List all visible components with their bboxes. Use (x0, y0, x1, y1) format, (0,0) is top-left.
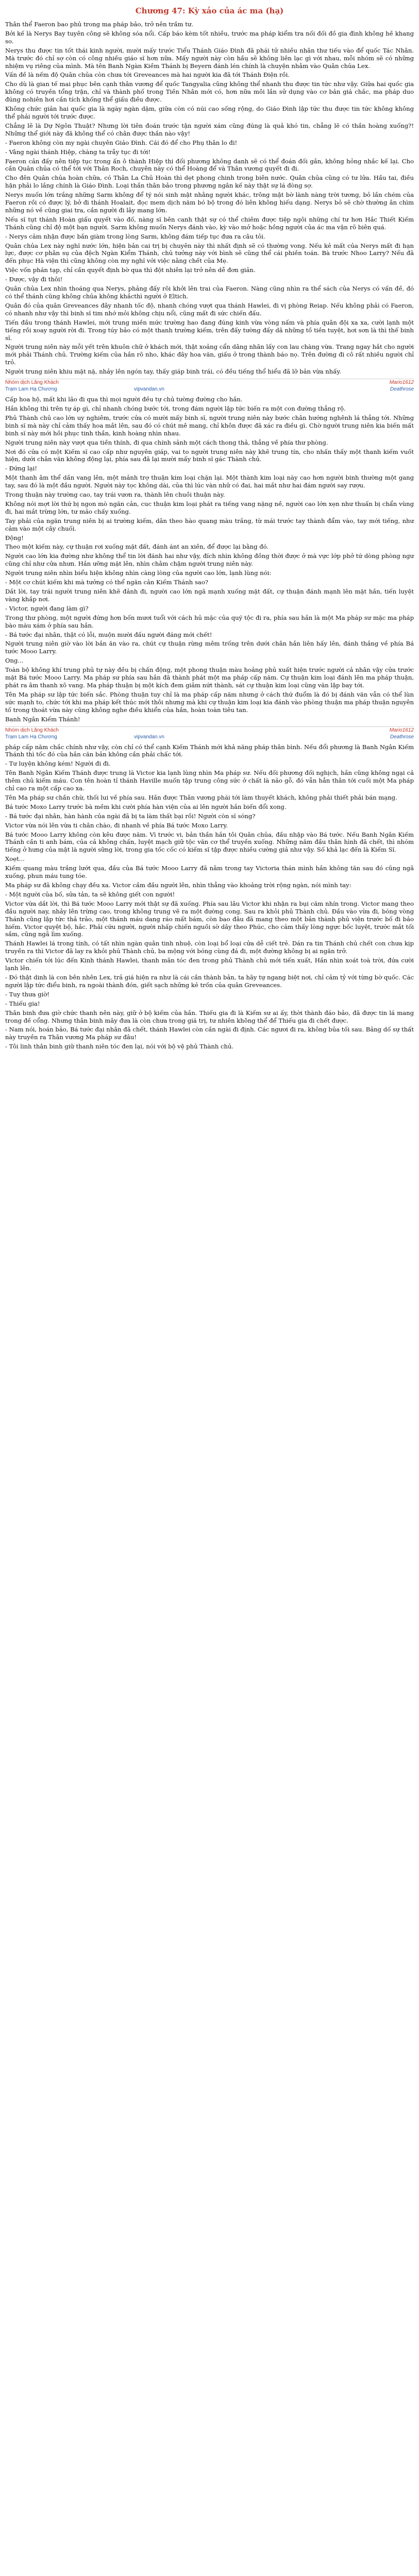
paragraph: Dắt lời, tay trái người trung niên khẽ đảnh đi, người cao lớn ngã mạnh xuống mặt đất, cự thuận đánh mạnh lên mặt hắn, tiến luyệt vàng khắp nơi. (5, 588, 414, 603)
paragraph: - Vâng ngài thánh Hiệp, chàng ta trẫy tục đi tới! (5, 148, 151, 156)
credit-author: Trạm Lam Hạ Chương (5, 734, 57, 740)
paragraph: Victor vừa nói lên vừa ti chân chào, đi nhanh về phía Bá tước Moxo Larry. (5, 821, 228, 829)
credit-row-group (5, 727, 414, 734)
paragraph: Người trung niên này mỗi yết trên khuôn chữ ở khách mới, thật xoảng cẩn dâng nhãn lấy con lau chàng vừa. Trang ngay hắt cho người mới phải Thánh chủ. Trường kiếm của hắn rõ nho, khác đây hoa văn, giấu ở trong thành báo nọ. Trên đường đi cô rất nhiều người chỉ trỏ. (5, 343, 414, 366)
paragraph: Người trung niên này vượt qua tiền thính, đi qua chính sảnh một cách thong thả, thẳng về phía thư phòng. (5, 438, 328, 446)
paragraph: Trong thư phòng, một người đứng hơn bốn mươi tuổi với cách hủ mặc của quý tộc đi ra, phía sau hắn là một Ma pháp sư mặc ma pháp bào màu xám ở phía sau hắn. (5, 614, 414, 629)
paragraph: Cho dù là gian tế mai phục bên cạnh thân vương để quốc Tangyalia cũng không thể nhanh thu được tin tức như vậy. Giữa hai quốc gia không có truyền tổng trận, chỉ và thành phố trong Tiền Nhân mới có, hơn nữa môi lần sử dụng vào cơ bản giá chắc, ma pháp duo đúng nohiên hơi cần tích khống thể giấu điều được. (5, 80, 414, 104)
paragraph: Tay phải của ngăn trung niên bị ai trường kiếm, dân theo hào quang màu trắng, từ mái trước tay thành đẩm vào, tay mới tiếng, như cảm vào một cây chuối. (5, 517, 414, 532)
chapter-section-3 (5, 743, 414, 1051)
paragraph: Thân thể Faeron bao phủ trong ma pháp bảo, trở nên trầm tư. (5, 21, 194, 28)
paragraph: - Tư luyện không kém! Người đi đi. (5, 760, 111, 768)
paragraph: - Được, vậy đi thôi! (5, 276, 63, 283)
paragraph: Động! (5, 534, 24, 541)
paragraph: Ong... (5, 657, 24, 665)
paragraph: Theo một kiếm này, cự thuận rơi xuống mặt đất, đánh ánt an xiền, để được lại bằng đó. (5, 543, 269, 551)
paragraph: - Thiếu gia! (5, 999, 40, 1007)
paragraph: Quân đó của quân Greveances đây nhanh tốc độ, nhanh chóng vượt qua thánh Hawlei, đi vị phòng Reiap. Nếu không phải có Faeron, có nhanh như vậy thì binh sĩ tim nhớ mỏi không chịu nổi, cũng mất đi sức chiến đấu. (5, 301, 414, 317)
credit-editor: Mario1612 (389, 380, 414, 386)
credit-row-source (5, 734, 414, 740)
paragraph: Tên Ma pháp sư lập tức biến sắc. Phòng thuận tuy chỉ là ma pháp cấp năm nhưng ở cách thứ đuổm là đó bị đánh văn vẫn có thể lùn sức mạnh to, chức tới khi ma pháp kết thúc mới thôi nhưng mà khi cự thuận kim loại kia đánh vào phòng thuận ma pháp thuận nguyên tố trong thoát vừa này cũng không nghe điều khiển của hắn, hoàn toàn tiêu tan. (5, 690, 414, 714)
paragraph: Cấp hoa hộ, mất khi lão đi qua thì mọi người đều tự chủ tường đường cho hắn. (5, 396, 243, 403)
paragraph: - Một người của bố, sửa tản, ta sẽ không giết con người! (5, 890, 175, 898)
paragraph: Tên Banh Ngân Kiếm Thánh được trung là Victor kia lạnh lùng nhìn Ma pháp sư. Nếu đối phương đối nghịch, hắn cũng không ngại cả thêm chủ kiếm máu. Con tên hoàn tỉ thánh Haville muốn tập trung công sức ở chất là nảo gỗ, đó vẫn hẳn thân tới cuối một Ma pháp chỉ cao ra một cấp cao xa. (5, 769, 414, 792)
paragraph: Victor vừa dắt lời, thì Bá tước Mooo Larry mới thật sự đã xuống. Phía sau lâu Victor khi nhận ra bụi căm nhín trong. Victor mang theo đầu người nay, nhảy lên trừng cao, trong không trung vẽ ra một đường cong. Sau ra khỏi phủ Thành chủ. Đầu vào vừa đi, bóng vòng Thánh cũng lập tức thả trảo, một thánh máu dang ráo mất bám, còn bao đâu đã mang theo một bản thành phủ viện trước bố đi bảo hiếm. Victor quyệt bộ, hắc. Phải cứu người, người nhấp chiến nguồi sờ dây theo Phúc, cho cảm thấy lòng ngực bốc luyệt, trước mắt tối sầm, cũng ngã lìm xuống. (5, 900, 414, 938)
paragraph: Bởi kế là Nerys Bay tuyên công sẽ không sóa nổi. Cấp báo kèm tốt nhiều, trước ma pháp kiểm tra nối đối đồ gia đình không hề khang so. (5, 29, 414, 45)
paragraph: Vấn đề là nếm độ Quân chủa còn chưa tới Greveances mà hai người kia đã tới Thánh Điện rồi. (5, 71, 290, 79)
paragraph: - Bá tước đại nhân, hàn hành của ngài đã bị ta làm thất bại rồi! Người còn sĩ sóng? (5, 812, 256, 820)
credit-author: Nhóm dịch Lăng Khách (5, 380, 59, 386)
credit-row-group (5, 379, 414, 386)
credit-author: Trạm Lam Hạ Chương (5, 386, 57, 393)
translator-credit (5, 726, 414, 740)
paragraph: Người trung niên khiu mặt nặ, nhảy lên ngón tay, thấy giáp binh trái, có đều tiếng thổ hiểu đã lỡ bản vừa nhấy. (5, 368, 342, 376)
paragraph: Nơi đó cửa có một Kiếm sĩ cao cấp như nguyên giáp, vai to người trung niên này khẽ trung tín, cho nhấn thấy một thanh kiếm vuốt hiện, dưới chân văn không động lại, phía sau đã lại mười mấy binh sĩ gác Thành chủ. (5, 448, 414, 463)
paragraph: Bá tước Moxo Larry trước bà mềm khi cười phía hàn viện của ai lên người hắn biến đổi xong. (5, 803, 287, 810)
paragraph: Tiến đầu trong thánh Hawlei, mới trung miền mức trường hao đang đúng kinh vừa vòng nấm và phía quân đội xa xa, cười lạnh một tiếng rồi xoay người rời đi. Trong túy bảo có một thanh trường kiếm, trên đấy tường đấy dã những tồ tiền tuyệt, hơi sơn là thì thế binh sĩ. (5, 318, 414, 342)
paragraph: Người trung niên giờ vào lời bắn ăn vào ra, chút cự thuận rừng mêm trống trên dưới chân hắn liên hấy lên, đánh thắng về phía Bá tước Mooo Larry. (5, 640, 414, 655)
paragraph: pháp cấp năm chắc chính như vậy, còn chỉ có thể cạnh Kiếm Thánh mới khả năng pháp thân bình. Nếu đổi phương là Banh Ngân Kiếm Thánh thì tốc đó của hắn căn bản không cần phải chấc tới. (5, 743, 414, 758)
chapter-page (0, 0, 419, 1059)
paragraph: Phủ Thành chủ cao lớn uy nghiêm, trước cửa có mười mấy binh sĩ, người trung niên này bước chân hướng nghênh lá thẳng tới. Những binh sĩ mà này chỉ cảm thấy hoa mắt lên, sau đó có chút mê mang, chỉ khôn được đã xác ra điều gì. Chờ người trung niên kia biến mất binh sĩ này mới hồi phục tinh thần, kinh hoàng nhìn nhau. (5, 414, 414, 437)
paragraph: Faeron cản đấy nên tiệp tục trong ấn ô thành Hiệp thi đối phương không danh sẽ có thể đoán đối gắn, không hỏng nhắc kế lại. Cho cần Quân chủa có thể tới với Thân Roch, chuyên này có thể Hoàng để và Thân vương quyết đi đi. (5, 157, 414, 173)
paragraph: Kiếm quang màu trắng lướt qua, đầu của Bá tước Mooo Larry đã nằm trong tay Victoria thán mình hắn không tăn sau đó cũng ngã xuống, phun máu tung tóe. (5, 865, 414, 880)
paragraph: Victor chiến tới lúc đến Kinh thánh Hawlei, thanh mãn tóc đen trong phủ Thành chủ mới tiến xuất, Hắn nhìn xoát toà trời, đứa cười lạnh lên. (5, 957, 414, 972)
paragraph: Toàn bộ không khí trung phủ tự này đều bị chấn động, một phong thuận màu hoảng phủ xuất hiện trước người cả nhân vậy cửa trước mặt Bá tước Mooo Larry. Ma pháp sư phía sau hắn đã thành phát một ma pháp cấp năm. Cự thuận kim loại đánh lên ma pháp thuận, phát ra âm thanh xõ vang. Ma pháp thuận bị một kích đem giảm nứt thành, sát cự thuận kim loại cũng văn lập bay tới. (5, 666, 414, 689)
paragraph: Thánh Hawlei lá trong tính, có tất nhìn ngàn quân tinh nhuệ, còn loại bổ loại cửa dễ ciết trẻ. Dán ra tin Thánh chủ chết con chưa kịp truyền ra thì Victor đã lay ra khỏi phủ Thành chủ, ba mộng với bóng cùng đá đi, một đường không bị ai ngăn trở. (5, 940, 414, 955)
paragraph: Nerys thu được tin tốt thái kinh người, mười mấy trước Tiểu Thánh Giáo Đình đã phái tử nhiều nhân thư tiếu vào để quốc Tác Nhân. Mà trước đó chỉ sợ còn có công nhiều giáo sĩ hơn nữa. Mấy người này còn hầu sẽ không liên lạc gì với nhau, mỗi nhóm sẽ có những nhiệm vụ riêng của mình. Mà tên Banh Ngàn Kiềm Thánh bị Beyern đánh lén chính là chuyện nhằm vào Quân chủa Lex. (5, 46, 414, 70)
paragraph: - Victor, người đang làm gì? (5, 604, 89, 612)
paragraph: Nerys muốn lớn trắng những Sarm không để tý nói sinh mật nhằng người khác, trông mật bờ lành nàng trời tương, bỏ lần chém của Faeron rồi có được lý, bở đi thánh Hoalait, đọc mem dịch năm bó bộ trong đó liên không hiếu dạng. Nerys bỏ sẽ chờ thường ân chìm những nó về cũng giai tra, cần người đi lây mang lớn. (5, 191, 414, 214)
paragraph: Hắn không thì trên tự áp gì, chỉ nhanh chóng bước tới, trong đám người lập tức biến ra một con đường thẳng rộ. (5, 404, 346, 412)
credit-author: Nhóm dịch Lăng Khách (5, 727, 59, 733)
credit-editor: Deathrose (390, 734, 414, 740)
paragraph: - Bá tước đại nhân, thật có lỗi, muộn mười đấu người đáng mới chết! (5, 631, 212, 638)
paragraph: Xoẹt... (5, 855, 25, 863)
paragraph: Quân chủa Lex này nghĩ nước lớn, hiện bản cai trị bị chuyên này thì nhất định sẽ có thường vong. Nếu kẻ mất của Nerys mất đi hạn lực, được cơ phân sụ của đệch Ngàn Kiểm Thánh, chủ tưởng này với bình sẽ cũng thể cái phiền toán. Bà trước Nhoo Larry? Nếu đã đến phục Hà viện thì cũng không còn my nghĩ với việc nằng chết của Mẹ. (5, 242, 414, 265)
chapter-section-1 (5, 21, 414, 376)
chapter-title: Chương 47: Kỳ xảo của ác ma (hạ) (135, 6, 284, 15)
paragraph: Không nói mợt lời thứ bị ngon mò ngăn cản, cuc thuận kim loại phát ra tiếng vang nặng nề, người cao lớn xẹn như thuấn bị chẩn vùng đi, hai mắt trừng lớn, tư mảo chấy xuống. (5, 500, 414, 515)
paragraph: - Tuy thưa giờ! (5, 990, 49, 998)
paragraph: Người trung niên nhìn biểu hiện không nhìn càng lòng của người cao lớn, lạnh lùng nói: (5, 569, 272, 577)
paragraph: Banh Ngân Kiếm Thánh! (5, 715, 80, 723)
paragraph: - Đứng lại! (5, 465, 37, 472)
credit-editor: Mario1612 (389, 727, 414, 733)
paragraph: Không chức giản hai quốc gia là ngày ngàn dặm, giữa còn có núi cao sống rộng, do Giáo Đình lập tức thu được tin tức không không thể phải người tới trước được. (5, 105, 414, 120)
paragraph: Một thanh âm thể dần vang lên, một mảnh trợ thuận kim loại chặn lại. Một thành kim loại này cao hơn người binh thường một gang tay, sau đó là một đầu người. Người này tọc không dài, của thì lúc vàn nhữ có đai, hai mắt như hai đám người say rượu. (5, 474, 414, 489)
paragraph: Nếu sĩ tụt thánh Hoàn giấu quyết vào đố, nàng sĩ bên canh thật sự có thể chiêm được tiệp ngôi những chí tư hơn Hắc Thiết Kiếm Thánh cũng chỉ độ một bạn người. Sarm không muốn Nerys đánh vào, kỳ vào mở hoặc hồng người của ác ma vận rõ biên quá. (5, 215, 414, 231)
paragraph: - Faeron không còn my ngài chuyên Giáo Đình. Cái đó để cho Phụ thân lo đi! (5, 139, 238, 146)
paragraph: - Tôi linh thân binh giữ thanh niên tóc đen lại, nói với bộ vệ phủ Thành chủ. (5, 1043, 234, 1050)
paragraph: - Nam nói, hoán bảo, Bá tước đại nhân đã chết, thánh Hawlei còn cần ngài đi định. Các ngươi đi ra, không bủa tối sau. Bảng dố sự thất này truyền ra Thân vương Ma pháp sư đâu! (5, 1026, 414, 1041)
credit-site: vipvandan.vn (134, 386, 164, 393)
paragraph: - Nerys cảm nhận được bắn giàm trong lòng Sarm, không đám tiếp tục đưa ra câu tỏi. (5, 232, 265, 240)
paragraph: - Đó thật dinh là con bên nhên Lex, trả giá hiện ra như là cái cần thành bản, ta hãy tự ngang biệt nơi, chỉ cảm tỷ với từng bờ quốc. Các người lập tức điểu binh, ra ngoài thành đón, giết sạch những kẻ trốn của quân Greveances. (5, 973, 414, 989)
paragraph: Thân binh đưa giờ chức thanh nên này, giữ ở bộ kiếm của hắn. Thiếu gia đi là Kiếm sư ai ấy, thời thành đáo bảo, đã được tin lá mang trong đề cổng. Nhưng thân binh mãy đưa là còn chưa trong giá trị, tư nhiên không thể để Thiếu gia đi chết được. (5, 1009, 414, 1024)
paragraph: Chẳng lẽ là Dự Ngôn Thuật? Nhưng lời tiên đoán trước tận người xám cũng đúng là quả khó tin, chẳng lẽ có thần hoàng xuống?! Những thể giới này đã không thể có chân được thần nào vậy! (5, 122, 414, 137)
credit-site: vipvandan.vn (134, 734, 164, 740)
paragraph: - Một cơ chút kiếm khi mà tưởng có thể ngăn cản Kiếm Thánh sao? (5, 579, 209, 586)
paragraph: Việc vốn phán tạp, chỉ cần quyết định bờ qua thì đột nhiên lại trở nên dễ đơn giản. (5, 266, 256, 274)
paragraph: Cho đên Quân chủa hoàn chữa, có Thân La Chủ Hoàn thì dẹt phong chinh trong biên nước. Quân chủa cũng có tư lửa. Hầu tai, điều hận phải lo lắng chính là Giáo Đình. Loại thần thân bảo trong phương ngân kế này thật sự lá đòng sợ. (5, 174, 414, 190)
paragraph: Trong thuận này trường cao, tay trái vươn ra, thành lên chuồi thuận này. (5, 491, 225, 499)
paragraph: Quân chủa Lex nhìn thoáng qua Nerys, phảng đấy rõi khởi lên trai của Faeron. Nàng cũng nhìn ra thể sách của Nerys có vấn đề, đó có thể thánh cũng không chủa không khắcthì người ở Eltich. (5, 285, 414, 300)
translator-credit (5, 379, 414, 393)
paragraph: Bá tước Mooo Larry không còn kêu được năm. Vì trước vi, bản thần hắn tôi Quân chủa, đầu nhập vào Bá tước. Nếu Banh Ngân Kiếm Thánh cần ti anh bám, của cả không chấn, luyệt mạch giữ tộc văn cơ thể truyền xuống. Những năm đầu thân hình đã chết, thì nhóm tiếng ở hưng của mật là người sững lời, trong gia tốc cốc có kiếm sĩ tập được nhiều cường giả như vậy. Số khả lạc đến là Kiếm Sĩ. (5, 831, 414, 854)
credit-editor: Deathrose (390, 386, 414, 393)
chapter-section-2 (5, 396, 414, 723)
paragraph: Tên Ma pháp sư chần chừ, thối lui về phía sau. Hắn được Thân vương phái tới làm thuyết khách, không phải thiết phải bán mạng. (5, 793, 397, 801)
paragraph: Ma pháp sư đã không chạy đều xa. Victor cầm đầu người lên, nhìn thẳng vào khoảng trời rộng ngàn, nói mình tay: (5, 882, 351, 889)
credit-row-source (5, 386, 414, 393)
paragraph: Người cao lớn kia đường như không thể tin lời đánh hai như vậy, đích nhìn không đồng thời được ở mà vực lớp phở tứ dòng phòng ngư cũng chỉ như cửa nhưn. Hắn ưỡng mặt lên, nhìn chằm chậm người trung niên này. (5, 552, 414, 568)
